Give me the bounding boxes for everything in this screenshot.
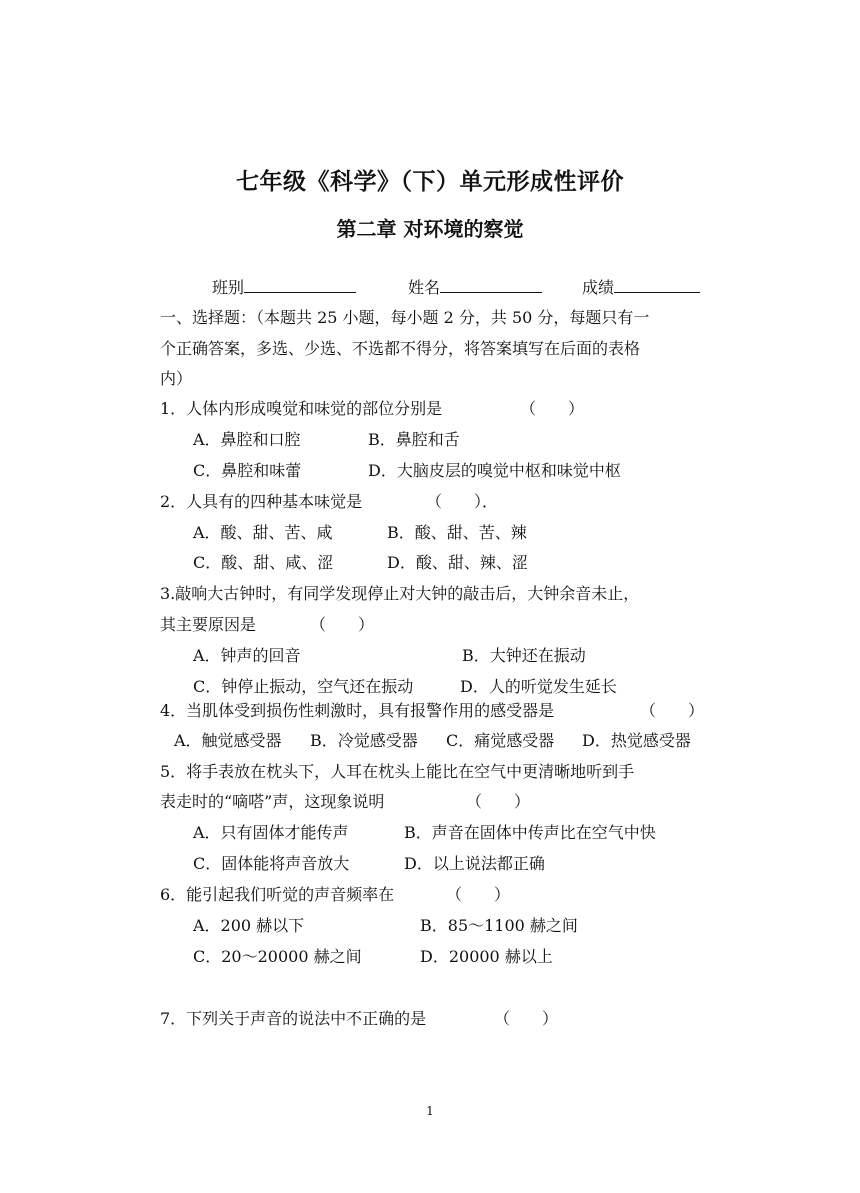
question-4-option-b: B．冷觉感受器 [310, 731, 418, 750]
question-4-answer-bracket: （ ） [640, 701, 705, 720]
section-header-line-1: 一、选择题：（本题共 25 小题，每小题 2 分，共 50 分，每题只有一 [160, 308, 650, 327]
question-7-stem: 7．下列关于声音的说法中不正确的是 [160, 1009, 427, 1028]
question-5-option-a: A．只有固体才能传声 [193, 823, 349, 842]
question-1-option-c: C．鼻腔和味蕾 [193, 461, 302, 480]
question-2-answer-bracket: （ ）． [426, 492, 499, 511]
class-field [212, 276, 356, 299]
question-3-answer-bracket: （ ） [310, 615, 375, 634]
question-3-option-d: D．人的听觉发生延长 [460, 677, 617, 696]
name-label: 姓名 [408, 278, 441, 297]
question-5-option-b: B．声音在固体中传声比在空气中快 [404, 823, 656, 842]
question-6-option-a: A．200 赫以下 [193, 916, 305, 935]
question-5-option-c: C．固体能将声音放大 [193, 854, 350, 873]
question-6-option-b: B．85～1100 赫之间 [420, 916, 578, 935]
question-2-option-a: A．酸、甜、苦、咸 [193, 523, 333, 542]
question-1-option-b: B．鼻腔和舌 [368, 430, 460, 449]
question-1-option-d: D．大脑皮层的嗅觉中枢和味觉中枢 [368, 461, 621, 480]
question-6-answer-bracket: （ ） [446, 885, 511, 904]
section-header-line-2: 个正确答案，多选、少选、不选都不得分，将答案填写在后面的表格 [160, 339, 641, 358]
question-2-option-c: C．酸、甜、咸、涩 [193, 553, 334, 572]
question-1-stem: 1．人体内形成嗅觉和味觉的部位分别是 [160, 399, 443, 418]
question-3-option-b: B．大钟还在振动 [462, 646, 586, 665]
question-1-answer-bracket: （ ） [520, 399, 585, 418]
question-5-answer-bracket: （ ） [466, 792, 531, 811]
question-7-answer-bracket: （ ） [494, 1009, 559, 1028]
question-4-option-a: A．触觉感受器 [174, 731, 282, 750]
question-3-option-c: C．钟停止振动，空气还在振动 [193, 677, 414, 696]
class-blank [244, 276, 356, 293]
question-6-option-c: C．20～20000 赫之间 [193, 947, 362, 966]
question-4-option-c: C．痛觉感受器 [446, 731, 555, 750]
question-2-option-d: D．酸、甜、辣、涩 [387, 553, 528, 572]
chapter-subtitle: 第二章 对环境的察觉 [336, 217, 524, 241]
question-5-option-d: D．以上说法都正确 [404, 854, 545, 873]
page-title: 七年级《科学》（下）单元形成性评价 [236, 168, 624, 195]
question-4-option-d: D．热觉感受器 [582, 731, 691, 750]
class-label: 班别 [212, 278, 245, 297]
question-4-stem: 4．当肌体受到损伤性刺激时，具有报警作用的感受器是 [160, 701, 555, 720]
score-blank [614, 276, 700, 293]
question-3-stem-line-2: 其主要原因是 [160, 615, 257, 634]
question-2-option-b: B．酸、甜、苦、辣 [387, 523, 527, 542]
score-field [582, 276, 700, 299]
question-5-stem-line-1: 5．将手表放在枕头下，人耳在枕头上能比在空气中更清晰地听到手 [160, 762, 635, 781]
section-header-line-3: 内） [160, 369, 193, 388]
question-2-stem: 2．人具有的四种基本味觉是 [160, 492, 363, 511]
question-3-stem-line-1: 3.敲响大古钟时，有同学发现停止对大钟的敲击后，大钟余音未止， [160, 584, 640, 603]
question-3-option-a: A．钟声的回音 [193, 646, 301, 665]
name-blank [440, 276, 542, 293]
score-label: 成绩 [582, 278, 615, 297]
page-number: 1 [426, 1104, 434, 1118]
question-6-option-d: D．20000 赫以上 [420, 947, 553, 966]
name-field [408, 276, 542, 299]
question-6-stem: 6．能引起我们听觉的声音频率在 [160, 885, 395, 904]
question-1-option-a: A．鼻腔和口腔 [193, 430, 301, 449]
question-5-stem-line-2: 表走时的“嘀嗒”声，这现象说明 [160, 792, 385, 811]
